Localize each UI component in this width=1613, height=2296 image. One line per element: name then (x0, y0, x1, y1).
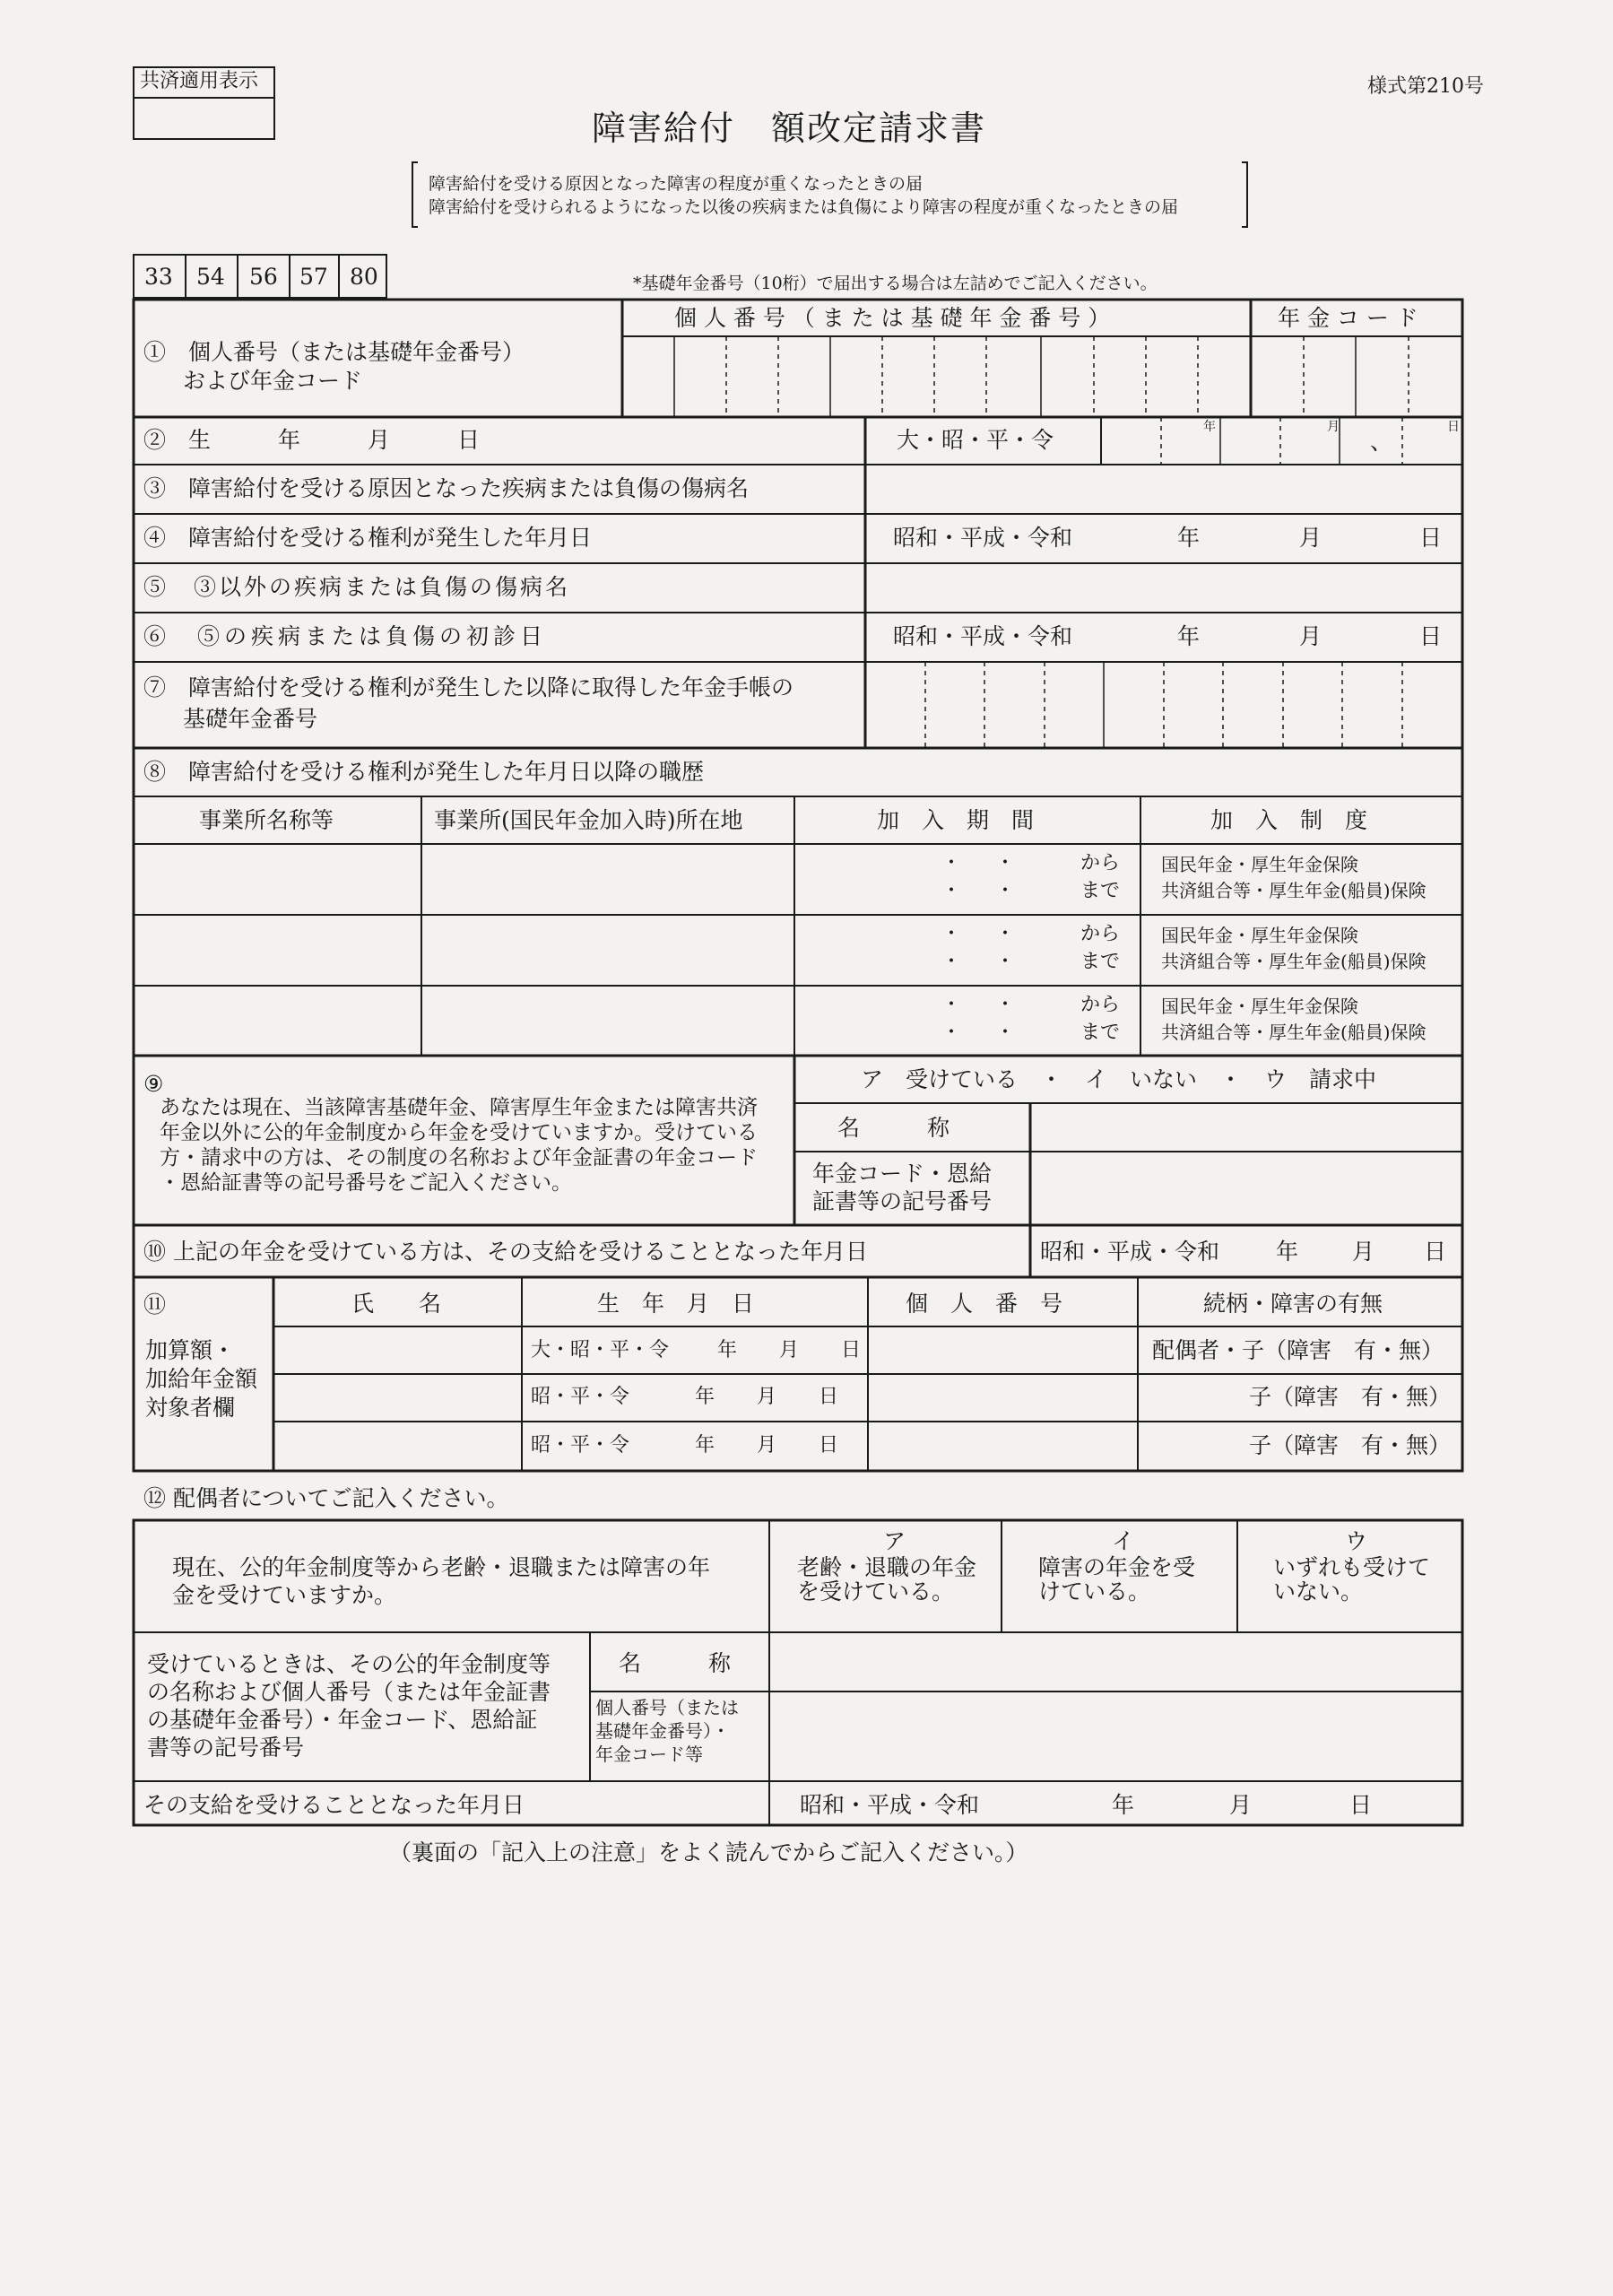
option-i-mark: イ (1112, 1528, 1135, 1554)
system-option-2[interactable]: 共済組合等・厚生年金(船員)保険 (1161, 951, 1427, 972)
sec9-text-1: あなたは現在、当該障害基礎年金、障害厚生年金または障害共済 (160, 1096, 758, 1119)
right-date-month: 月 (1299, 525, 1322, 551)
right-date-era[interactable]: 昭和・平成・令和 (893, 525, 1073, 551)
sec12-name-input[interactable] (771, 1634, 1461, 1690)
system-option-1[interactable]: 国民年金・厚生年金保険 (1161, 854, 1358, 875)
sec1-label-2: および年金コード (183, 368, 363, 394)
footer-note: （裏面の「記入上の注意」をよく読んでからご記入ください。） (389, 1839, 1028, 1866)
kiso-note: *基礎年金番号（10桁）で届出する場合は左詰めでご記入ください。 (633, 274, 1158, 293)
system-option-1[interactable]: 国民年金・厚生年金保険 (1161, 996, 1358, 1017)
sec12-question-2: 金を受けていますか。 (172, 1582, 397, 1608)
dependent-ymd: 年 月 日 (717, 1339, 863, 1361)
col-period: 加 入 期 間 (877, 807, 1035, 833)
period-dots: ・ ・ (941, 951, 1023, 973)
option-a-mark: ア (883, 1528, 906, 1554)
page-title: 障害給付 額改定請求書 (592, 109, 987, 148)
option-u-line-2: いない。 (1273, 1578, 1364, 1605)
period-dots: ・ ・ (941, 880, 1023, 902)
pension-code-header: 年 金 コ ー ド (1278, 305, 1418, 331)
kyosai-label: 共済適用表示 (140, 70, 259, 92)
first-visit-year: 年 (1177, 623, 1201, 649)
dependent-relation[interactable]: 配偶者・子（障害 有・無） (1152, 1337, 1444, 1363)
right-date-year: 年 (1177, 525, 1201, 551)
option-a-line-2: を受けている。 (797, 1578, 955, 1605)
sec12-date-day: 日 (1349, 1792, 1373, 1818)
dependent-era[interactable]: 大・昭・平・令 (531, 1339, 670, 1361)
birth-month-unit: 月 (1327, 420, 1340, 434)
sec12-detail-2: の名称および個人番号（または年金証書 (147, 1679, 551, 1705)
sec12-detail-3: の基礎年金番号）・年金コード、恩給証 (147, 1707, 538, 1733)
sec12-id-label-1: 個人番号（または (595, 1697, 739, 1718)
code-54: 54 (196, 264, 225, 290)
sec9-text-4: ・恩給証書等の記号番号をご記入ください。 (160, 1171, 572, 1195)
code-33: 33 (144, 264, 173, 290)
sec12-date-era[interactable]: 昭和・平成・令和 (800, 1792, 980, 1818)
first-visit-day: 日 (1419, 623, 1443, 649)
period-dots: ・ ・ (941, 852, 1023, 874)
sec10-year: 年 (1276, 1239, 1299, 1265)
col-system: 加 入 制 度 (1210, 807, 1368, 833)
sec7-label: ⑦ 障害給付を受ける権利が発生した以降に取得した年金手帳の (143, 674, 794, 700)
office-name-input[interactable] (135, 846, 420, 913)
period-to: まで (1080, 1022, 1121, 1044)
other-disease-input[interactable] (867, 565, 1461, 611)
sec9-name-input[interactable] (1032, 1105, 1461, 1150)
birth-date-input[interactable] (1103, 419, 1461, 463)
sec11-col-id: 個 人 番 号 (906, 1291, 1063, 1317)
sec9-code-input[interactable] (1032, 1153, 1461, 1223)
system-option-1[interactable]: 国民年金・厚生年金保険 (1161, 925, 1358, 946)
period-from: から (1080, 852, 1121, 874)
option-a-line-1: 老齢・退職の年金 (797, 1554, 977, 1580)
office-name-input[interactable] (135, 987, 420, 1054)
sec1-label: ① 個人番号（または基礎年金番号） (143, 339, 525, 365)
office-address-input[interactable] (423, 846, 793, 913)
office-name-input[interactable] (135, 917, 420, 984)
sec12-date-label: その支給を受けることとなった年月日 (143, 1792, 525, 1818)
period-from: から (1080, 994, 1121, 1016)
system-option-2[interactable]: 共済組合等・厚生年金(船員)保険 (1161, 1022, 1427, 1043)
sec12-detail-1: 受けているときは、その公的年金制度等 (147, 1651, 551, 1677)
sec6-label: ⑥ ⑤の疾病または負傷の初診日 (143, 623, 548, 649)
sec11-col-name: 氏 名 (351, 1291, 442, 1317)
subtitle-line-1: 障害給付を受ける原因となった障害の程度が重くなったときの届 (429, 174, 924, 194)
sec9-code-label-2: 証書等の記号番号 (812, 1188, 993, 1214)
dependent-ymd: 年 月 日 (695, 1434, 840, 1457)
birth-year-unit: 年 (1203, 420, 1216, 434)
sec12-id-input[interactable] (771, 1693, 1461, 1779)
sec11-side-2: 加給年金額 (145, 1366, 258, 1392)
office-address-input[interactable] (423, 917, 793, 984)
personal-number-input[interactable] (624, 338, 1249, 415)
code-56: 56 (249, 264, 278, 290)
sec11-col-relation: 続柄・障害の有無 (1203, 1291, 1383, 1317)
sec9-name-label: 名 称 (837, 1115, 950, 1141)
sec11-number: ⑪ (143, 1292, 167, 1318)
option-i-line-2: けている。 (1038, 1578, 1151, 1605)
dependent-name-input[interactable] (275, 1328, 520, 1372)
sec12-id-label-2: 基礎年金番号）・ (595, 1720, 730, 1742)
right-date-day: 日 (1419, 525, 1443, 551)
pension-code-input[interactable] (1253, 338, 1461, 415)
code-57: 57 (299, 264, 328, 290)
dependent-id-input[interactable] (870, 1376, 1136, 1420)
option-i-line-1: 障害の年金を受 (1038, 1554, 1196, 1580)
sec5-label: ⑤ ③以外の疾病または負傷の傷病名 (143, 574, 571, 600)
sec9-text-2: 年金以外に公的年金制度から年金を受けていますか。受けている (160, 1121, 758, 1144)
dependent-relation[interactable]: 子（障害 有・無） (1249, 1432, 1452, 1458)
sec10-era[interactable]: 昭和・平成・令和 (1040, 1239, 1220, 1265)
sec12-label: ⑫ 配偶者についてご記入ください。 (143, 1485, 509, 1511)
sec4-label: ④ 障害給付を受ける権利が発生した年月日 (143, 525, 593, 551)
period-to: まで (1080, 951, 1121, 973)
sec12-date-year: 年 (1112, 1792, 1135, 1818)
sec3-label: ③ 障害給付を受ける原因となった疾病または負傷の傷病名 (143, 475, 750, 501)
birth-comma: 、 (1370, 429, 1393, 455)
period-dots: ・ ・ (941, 994, 1023, 1016)
kyosai-input[interactable] (135, 100, 273, 137)
disease-name-input[interactable] (867, 466, 1461, 512)
form-number: 様式第210号 (1367, 75, 1484, 98)
dependent-ymd: 年 月 日 (695, 1386, 840, 1408)
sec12-id-label-3: 年金コード等 (595, 1744, 703, 1765)
period-dots: ・ ・ (941, 1022, 1023, 1044)
sec9-text-3: 方・請求中の方は、その制度の名称および年金証書の年金コード (160, 1146, 758, 1170)
dependent-era[interactable]: 昭・平・令 (531, 1386, 630, 1408)
subtitle-line-2: 障害給付を受けられるようになった以後の疾病または負傷により障害の程度が重くなったときの届 (429, 197, 1179, 217)
dependent-relation[interactable]: 子（障害 有・無） (1249, 1384, 1452, 1410)
sec12-question-1: 現在、公的年金制度等から老齢・退職または障害の年 (172, 1554, 711, 1580)
sec12-date-month: 月 (1229, 1792, 1253, 1818)
sec8-label: ⑧ 障害給付を受ける権利が発生した年月日以降の職歴 (143, 759, 705, 785)
sec12-name-label: 名 称 (619, 1650, 732, 1676)
sec9-code-label-1: 年金コード・恩給 (812, 1161, 993, 1187)
sec7-label-2: 基礎年金番号 (183, 706, 318, 732)
sec2-label: ② 生 年 月 日 (143, 427, 481, 453)
sec10-day: 日 (1424, 1239, 1447, 1265)
system-option-2[interactable]: 共済組合等・厚生年金(船員)保険 (1161, 880, 1427, 901)
dependent-id-input[interactable] (870, 1423, 1136, 1469)
first-visit-era[interactable]: 昭和・平成・令和 (893, 623, 1073, 649)
option-u-line-1: いずれも受けて (1273, 1554, 1431, 1580)
sec12-detail-4: 書等の記号番号 (147, 1735, 305, 1761)
sec10-month: 月 (1352, 1239, 1375, 1265)
sec9-options[interactable]: ア 受けている ・ イ いない ・ ウ 請求中 (861, 1066, 1377, 1092)
basic-pension-number-input[interactable] (867, 664, 1461, 746)
dependent-name-input[interactable] (275, 1423, 520, 1469)
dependent-id-input[interactable] (870, 1328, 1136, 1372)
first-visit-month: 月 (1299, 623, 1322, 649)
period-to: まで (1080, 880, 1121, 902)
birth-era-options[interactable]: 大・昭・平・令 (897, 427, 1054, 453)
sec11-side-1: 加算額・ (145, 1337, 236, 1363)
office-address-input[interactable] (423, 987, 793, 1054)
birth-day-unit: 日 (1447, 420, 1460, 434)
period-from: から (1080, 923, 1121, 945)
code-80: 80 (350, 264, 378, 290)
dependent-era[interactable]: 昭・平・令 (531, 1434, 630, 1457)
dependent-name-input[interactable] (275, 1376, 520, 1420)
col-office-name: 事業所名称等 (199, 807, 334, 833)
sec9-number: ⑨ (143, 1071, 164, 1097)
personal-number-header: 個 人 番 号 （ ま た は 基 礎 年 金 番 号 ） (674, 305, 1111, 331)
sec11-side-3: 対象者欄 (145, 1395, 236, 1421)
period-dots: ・ ・ (941, 923, 1023, 945)
col-office-address: 事業所(国民年金加入時)所在地 (434, 807, 743, 833)
option-u-mark: ウ (1345, 1528, 1368, 1554)
sec10-label: ⑩ 上記の年金を受けている方は、その支給を受けることとなった年月日 (143, 1239, 868, 1265)
sec11-col-birth: 生 年 月 日 (597, 1291, 755, 1317)
